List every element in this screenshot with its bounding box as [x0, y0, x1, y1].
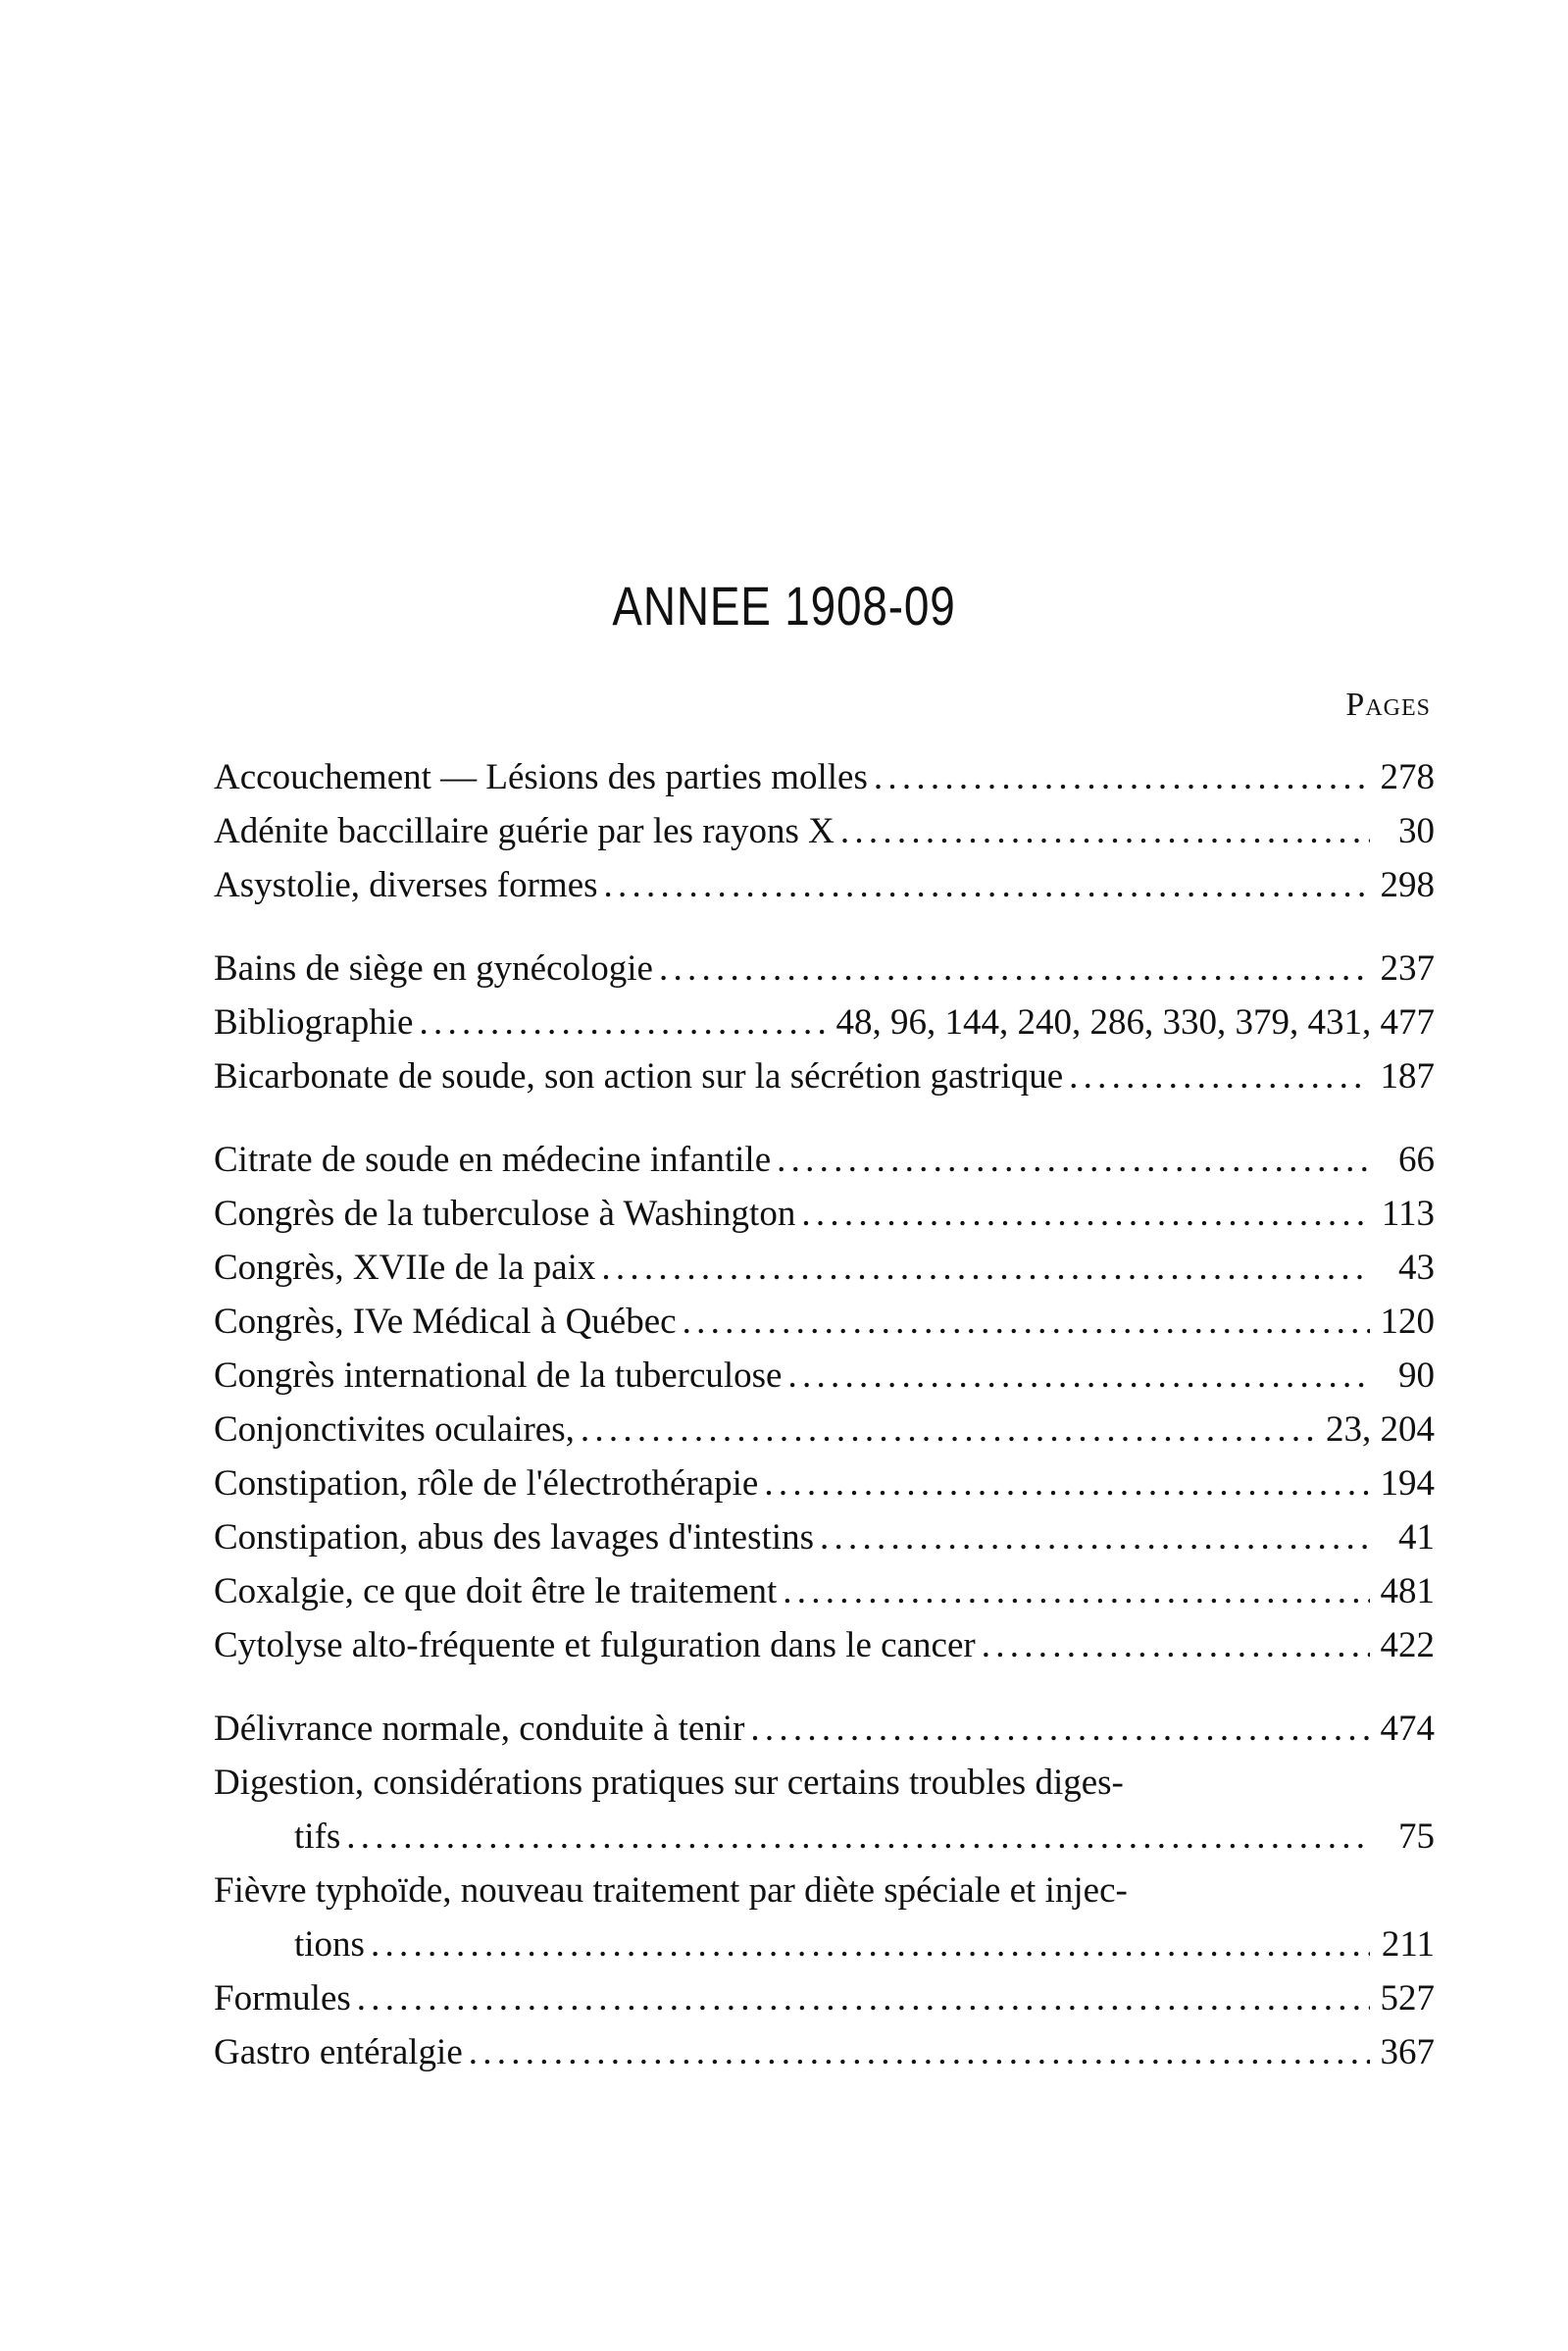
toc-entry	[214, 1510, 1435, 1564]
toc-group-d	[214, 1702, 1435, 2079]
toc-group-c	[214, 1133, 1435, 1672]
toc-group-b	[214, 942, 1435, 1103]
toc-entry-label: Asystolie, diverses formes	[214, 865, 598, 905]
dot-leader	[371, 1917, 1370, 1971]
dot-leader	[982, 1618, 1370, 1672]
toc-entry-label: Congrès, IVe Médical à Québec	[214, 1302, 677, 1342]
toc-entry	[214, 1295, 1435, 1349]
toc-entry-pages: 43	[1398, 1248, 1435, 1288]
toc-entry-label: Fièvre typhoïde, nouveau traitement par diète spéciale et injec-	[214, 1870, 1128, 1911]
dot-leader	[1069, 1049, 1370, 1103]
toc-entry-label: Adénite baccillaire guérie par les rayons X	[214, 811, 835, 851]
toc-entry-continuation: tions	[294, 1924, 365, 1965]
toc-entry-pages: 211	[1381, 1924, 1435, 1965]
toc-entry-label: Congrès, XVIIe de la paix	[214, 1248, 596, 1288]
toc-entry	[214, 1349, 1435, 1403]
toc-entry-pages: 113	[1381, 1194, 1435, 1234]
dot-leader	[820, 1510, 1370, 1564]
dot-leader	[469, 2025, 1370, 2079]
dot-leader	[764, 1457, 1370, 1510]
dot-leader	[787, 1349, 1370, 1403]
toc-entry-label: Constipation, rôle de l'électrothérapie	[214, 1463, 759, 1504]
toc-entry-pages: 474	[1380, 1709, 1435, 1749]
toc-entry	[214, 1403, 1435, 1457]
toc-entry-pages: 41	[1398, 1517, 1435, 1558]
toc-entry-label: Citrate de soude en médecine infantile	[214, 1140, 772, 1180]
toc-entry-multiline	[214, 1864, 1435, 1971]
dot-leader	[783, 1564, 1370, 1618]
toc-entry	[214, 2025, 1435, 2079]
toc-entry-pages: 367	[1380, 2032, 1435, 2072]
toc-entry-pages: 481	[1380, 1571, 1435, 1611]
dot-leader	[777, 1133, 1370, 1187]
toc-entry	[214, 1457, 1435, 1510]
toc-entry-pages: 120	[1380, 1302, 1435, 1342]
toc-entry-label: Bains de siège en gynécologie	[214, 948, 653, 989]
toc-entry-multiline	[214, 1756, 1435, 1864]
toc-entry-pages: 23, 204	[1326, 1409, 1435, 1450]
toc-entry-label: Accouchement — Lésions des parties molles	[214, 757, 868, 797]
dot-leader	[659, 942, 1370, 996]
toc-entry-label: Gastro entéralgie	[214, 2032, 463, 2072]
dot-leader	[604, 858, 1370, 912]
toc-entry-pages: 66	[1398, 1140, 1435, 1180]
toc-entry-pages: 48, 96, 144, 240, 286, 330, 379, 431, 477	[835, 1002, 1435, 1043]
toc-entry-pages: 298	[1380, 865, 1435, 905]
toc-entry	[214, 1133, 1435, 1187]
toc-entry-label: Cytolyse alto-fréquente et fulguration dans le cancer	[214, 1625, 976, 1665]
dot-leader	[357, 1971, 1370, 2025]
toc-entry	[214, 1702, 1435, 1756]
toc-entry	[214, 804, 1435, 858]
toc-entry	[214, 858, 1435, 912]
toc-entry	[214, 1049, 1435, 1103]
toc-entry-pages: 278	[1380, 757, 1435, 797]
toc-entry-pages: 30	[1398, 811, 1435, 851]
toc-entry-label: Digestion, considérations pratiques sur certains troubles diges-	[214, 1763, 1124, 1803]
toc-entry-continuation-line	[214, 1917, 1435, 1971]
toc-entry-pages: 194	[1380, 1463, 1435, 1504]
toc-entry-label: Bibliographie	[214, 1002, 414, 1043]
dot-leader	[750, 1702, 1370, 1756]
dot-leader	[840, 804, 1370, 858]
dot-leader	[581, 1403, 1320, 1457]
toc-entry-continuation: tifs	[294, 1816, 341, 1857]
toc-entry	[214, 942, 1435, 996]
pages-column-header: Pages	[1345, 687, 1431, 723]
toc-entry-label: Bicarbonate de soude, son action sur la sécrétion gastrique	[214, 1056, 1064, 1097]
toc-entry	[214, 750, 1435, 804]
dot-leader	[683, 1295, 1370, 1349]
toc-entry	[214, 1187, 1435, 1241]
toc-entry	[214, 1241, 1435, 1295]
toc-entry	[214, 1971, 1435, 2025]
toc-entry-continuation-line	[214, 1810, 1435, 1864]
toc-entry-pages: 237	[1380, 948, 1435, 989]
toc-entry-pages: 527	[1380, 1978, 1435, 2019]
toc-entry-label: Délivrance normale, conduite à tenir	[214, 1709, 745, 1749]
table-of-contents	[214, 750, 1435, 2109]
dot-leader	[801, 1187, 1370, 1241]
dot-leader	[601, 1241, 1370, 1295]
toc-entry	[214, 1618, 1435, 1672]
dot-leader	[419, 996, 830, 1049]
toc-entry	[214, 1564, 1435, 1618]
toc-entry-label: Formules	[214, 1978, 351, 2019]
toc-entry-label: Coxalgie, ce que doit être le traitement	[214, 1571, 778, 1611]
toc-group-a	[214, 750, 1435, 912]
toc-entry-pages: 75	[1398, 1816, 1435, 1857]
toc-entry-label: Congrès de la tuberculose à Washington	[214, 1194, 796, 1234]
toc-entry-label: Congrès international de la tuberculose	[214, 1355, 783, 1396]
dot-leader	[874, 750, 1370, 804]
toc-entry-label: Constipation, abus des lavages d'intestins	[214, 1517, 814, 1558]
toc-entry-pages: 187	[1380, 1056, 1435, 1097]
toc-entry	[214, 996, 1435, 1049]
toc-entry-label: Conjonctivites oculaires,	[214, 1409, 575, 1450]
toc-entry-pages: 422	[1380, 1625, 1435, 1665]
toc-entry-pages: 90	[1398, 1355, 1435, 1396]
dot-leader	[346, 1810, 1370, 1864]
page-title: ANNEE 1908-09	[612, 575, 956, 637]
